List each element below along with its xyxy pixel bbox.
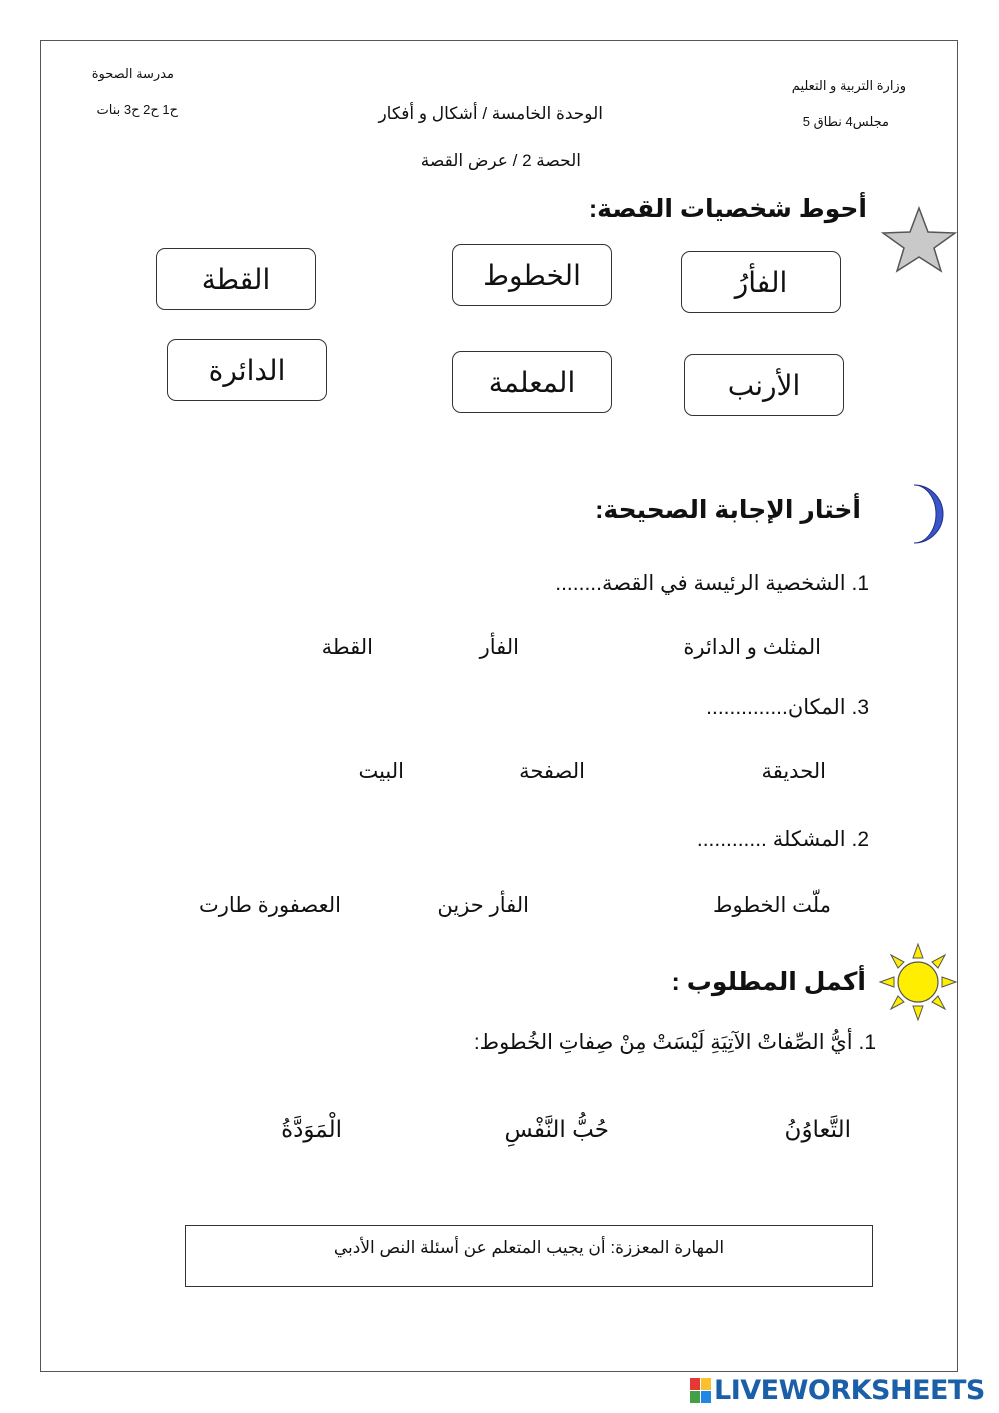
sun-icon — [878, 942, 958, 1022]
s3-option-1[interactable]: التَّعاوُنُ — [784, 1116, 851, 1142]
q2-option-1[interactable]: ملّت الخطوط — [713, 894, 831, 917]
q1-option-1[interactable]: المثلث و الدائرة — [683, 636, 821, 659]
section3-question: 1. أيُّ الصِّفاتْ الآتِيَةِ لَيْسَتْ مِنْ صِفاتِ الخُطوط: — [473, 1031, 876, 1054]
lesson-title: الحصة 2 / عرض القصة — [420, 151, 581, 170]
q3-option-1[interactable]: الحديقة — [761, 760, 826, 783]
unit-title: الوحدة الخامسة / أشكال و أفكار — [378, 104, 603, 123]
skill-box — [185, 1225, 873, 1287]
class-list: ح1 ح2 ح3 بنات — [96, 102, 178, 117]
section3-heading: أكمل المطلوب : — [671, 968, 866, 996]
character-option-cat[interactable]: القطة — [156, 248, 316, 310]
character-option-lines[interactable]: الخطوط — [452, 244, 612, 306]
character-option-circle[interactable]: الدائرة — [167, 339, 327, 401]
liveworksheets-brand — [690, 1375, 985, 1406]
skill-text: المهارة المعززة: أن يجيب المتعلم عن أسئلة النص الأدبي — [333, 1238, 725, 1257]
character-option-mouse[interactable]: الفأرُ — [681, 251, 841, 313]
ministry-name: وزارة التربية و التعليم — [791, 78, 906, 93]
character-option-rabbit[interactable]: الأرنب — [684, 354, 844, 416]
q2-option-3[interactable]: العصفورة طارت — [198, 894, 341, 917]
question-1: 1. الشخصية الرئيسة في القصة........ — [555, 572, 869, 595]
section1-heading: أحوط شخصيات القصة: — [588, 195, 867, 223]
question-2: 2. المشكلة ............ — [696, 828, 869, 851]
q2-option-2[interactable]: الفأر حزين — [437, 894, 529, 917]
liveworksheets-logo-icon — [690, 1378, 712, 1404]
character-option-teacher[interactable]: المعلمة — [452, 351, 612, 413]
s3-option-2[interactable]: حُبُّ النَّفْسِ — [504, 1116, 609, 1142]
q3-option-3[interactable]: البيت — [358, 760, 404, 783]
school-name: مدرسة الصحوة — [91, 66, 174, 81]
section2-heading: أختار الإجابة الصحيحة: — [595, 496, 861, 524]
council-info: مجلس4 نطاق 5 — [802, 114, 889, 129]
q3-option-2[interactable]: الصفحة — [519, 760, 585, 783]
q1-option-2[interactable]: الفأر — [479, 636, 519, 659]
star-icon — [880, 205, 958, 273]
question-3: 3. المكان.............. — [706, 696, 869, 719]
brand-name: LIVEWORKSHEETS — [714, 1375, 985, 1406]
s3-option-3[interactable]: الْمَوَدَّةُ — [281, 1116, 342, 1142]
crescent-moon-icon — [884, 482, 944, 546]
q1-option-3[interactable]: القطة — [321, 636, 373, 659]
